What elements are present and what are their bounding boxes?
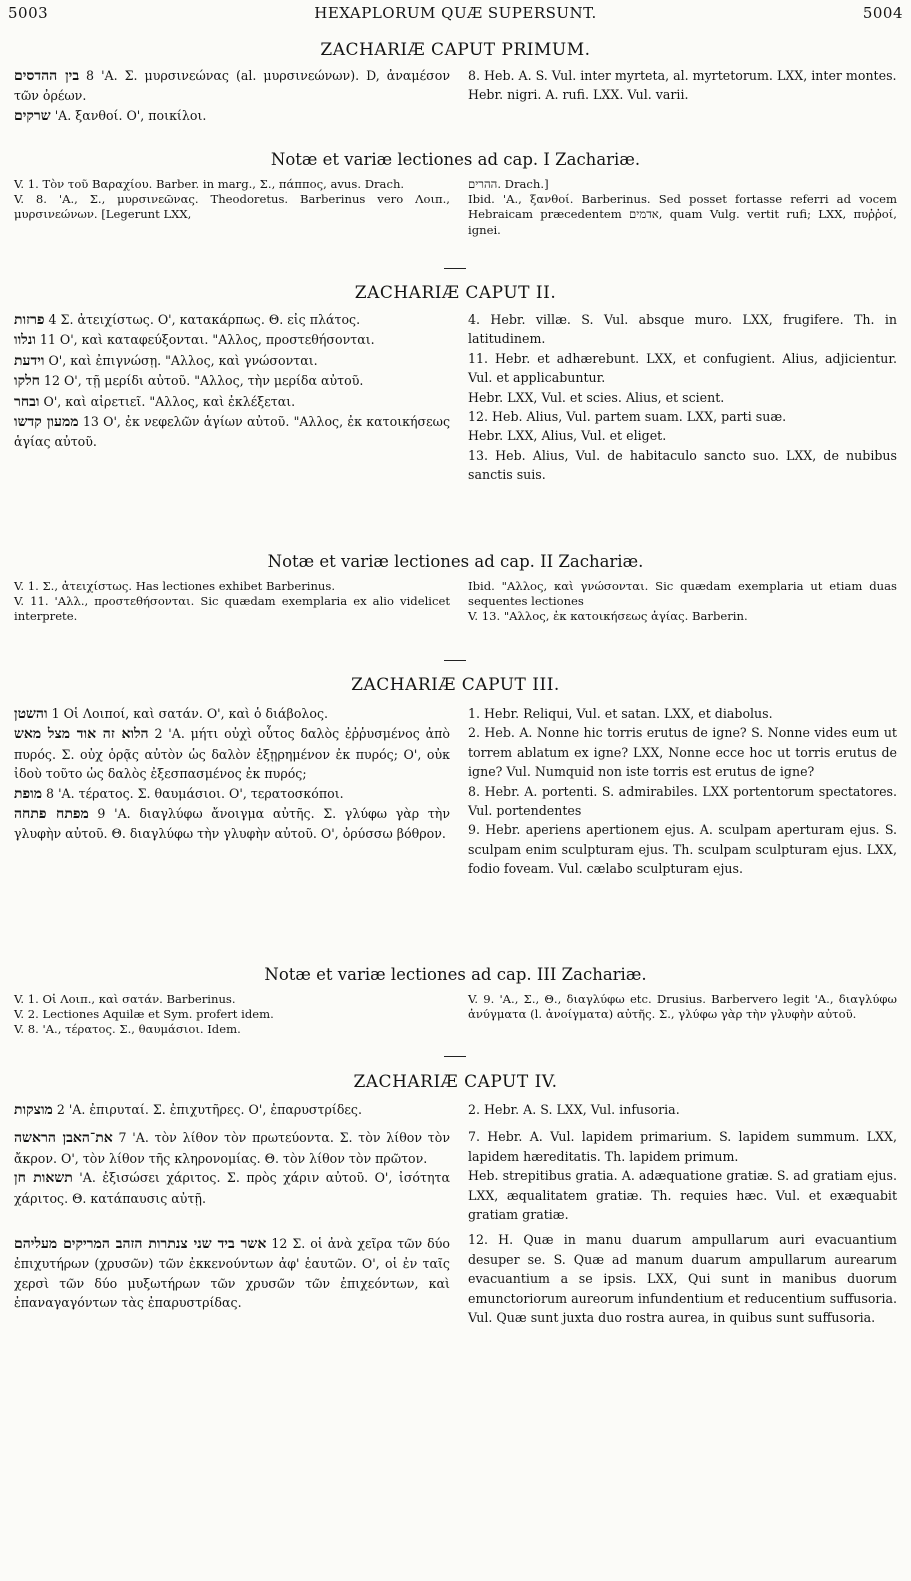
entry-text: 'Α. ξανθοί. Ο', ποικίλοι. xyxy=(50,107,207,123)
entry xyxy=(14,724,450,783)
section-divider xyxy=(444,660,466,661)
notes-right xyxy=(468,992,897,1022)
entry-text: 12 Ο', τῇ μερίδι αὐτοῦ. "Αλλος, τὴν μερίδα αὐτοῦ. xyxy=(39,373,364,389)
section-divider xyxy=(444,1056,466,1057)
hebrew-lemma: חלקו xyxy=(14,373,40,390)
entry: 1. Hebr. Reliqui, Vul. et satan. LXX, et diabolus. xyxy=(468,706,773,721)
hebrew-greek-column xyxy=(14,310,450,452)
running-header xyxy=(8,4,903,26)
page-number-left: 5003 xyxy=(8,4,49,22)
chapter-title: ZACHARIÆ CAPUT III. xyxy=(351,675,560,695)
entry xyxy=(14,330,450,350)
notes-left xyxy=(14,992,450,1038)
entry: 13. Heb. Alius, Vul. de habitaculo sancto suo. LXX, de nubibus sanctis suis. xyxy=(468,447,897,483)
notes-right xyxy=(468,177,897,238)
entry: 8. Hebr. A. portenti. S. admirabiles. LXX portentorum spectatores. Vul. portendentes xyxy=(468,783,897,819)
entry-text: 12 Σ. οἱ ἀνὰ χεῖρα τῶν δύο ἐπιχυτήρων (χρυσῶν) τῶν ἐκκενούντων ἀφ' ἑαυτῶν. Ο', οἱ ἐν ταῖς χερσὶ τῶν δύο μυξωτήρων τῶν χρυσῶν τῶν ἐπιχεόντων, καὶ ἐπαναγαγόντων τὰς ἐπαρυστρίδας. xyxy=(14,1236,450,1311)
notes-left xyxy=(14,579,450,625)
hebrew-lemma: מוצקות xyxy=(14,1102,53,1118)
hebrew-lemma: והשטן xyxy=(14,706,48,722)
notes-heading: Notæ et variæ lectiones ad cap. I Zachariæ. xyxy=(270,150,641,169)
entry xyxy=(14,310,450,330)
notes-right xyxy=(468,579,897,625)
note: V. 13. "Αλλος, ἐκ κατοικήσεως ἁγίας. Barberin. xyxy=(468,609,748,624)
entry xyxy=(14,1128,450,1168)
latin-column xyxy=(468,310,897,485)
entry-text: 11 Ο', καὶ καταφεύξονται. "Αλλος, προστεθήσονται. xyxy=(35,332,375,348)
entry-text: 2 'Α. μήτι οὐχὶ οὗτος δαλὸς ἐῤῥυσμένος ἀπὸ πυρός. Σ. οὐχ ὁρᾷς αὐτὸν ὡς δαλὸν ἐξῃρημένον ἐκ πυρός; Ο', οὐκ ἰδοὺ τοῦτο ὡς δαλὸς ἐξεσπασμένος ἐκ πυρός; xyxy=(14,726,450,782)
entry-text: 9 'Α. διαγλύφω ἄνοιγμα αὐτῆς. Σ. γλύφω γὰρ τὴν γλυφὴν αὐτοῦ. Θ. διαγλύφω τὴν γλυφὴν αὐτοῦ. Ο', ὀρύσσω βόθρον. xyxy=(14,806,450,842)
section-divider xyxy=(444,268,466,269)
entry-text: Ο', καὶ αἱρετιεῖ. "Αλλος, καὶ ἐκλέξεται. xyxy=(39,393,296,409)
hebrew-lemma: שרקים xyxy=(14,107,51,124)
entry-text: 1 Οἱ Λοιποί, καὶ σατάν. Ο', καὶ ὁ διάβολος. xyxy=(47,706,329,721)
entry xyxy=(14,371,450,391)
hebrew-greek-column xyxy=(14,704,450,844)
entry xyxy=(14,66,450,106)
hebrew-lemma: תשאות חן xyxy=(14,1170,73,1187)
hebrew-lemma: אשר ביד שני צנתרות הזהב המריקים מעליהם xyxy=(14,1236,267,1253)
entry xyxy=(14,412,450,452)
note: V. 11. 'Αλλ., προστεθήσονται. Sic quædam exemplaria ex alio videlicet interprete. xyxy=(14,594,450,624)
entry: 12. Heb. Alius, Vul. partem suam. LXX, parti suæ. xyxy=(468,409,787,425)
note: Ibid. 'Α., ξανθοί. Barberinus. Sed posset fortasse referri ad vocem Hebraicam præcedentem אדמים, quam Vulg. vertit rufi; LXX, πυῤῥοί, ignei. xyxy=(468,192,897,237)
chapter-title: ZACHARIÆ CAPUT II. xyxy=(354,283,557,303)
note: ההרים. Drach.] xyxy=(468,177,549,191)
hebrew-lemma: את־האבן הראשה xyxy=(14,1130,113,1147)
entry-text: 13 Ο', ἐκ νεφελῶν ἁγίων αὐτοῦ. "Αλλος, ἐκ κατοικήσεως ἁγίας αὐτοῦ. xyxy=(14,414,451,450)
entry: 2. Heb. A. Nonne hic torris erutus de igne? S. Nonne vides eum ut torrem ablatum ex igne? LXX, Nonne ecce hoc ut torris erutus de igne? Vul. Numquid non iste torris est erutus de igne? xyxy=(468,725,897,780)
notes-heading: Notæ et variæ lectiones ad cap. II Zachariæ. xyxy=(267,552,644,571)
entry-text: 8 'Α. τέρατος. Σ. θαυμάσιοι. Ο', τερατοσκόποι. xyxy=(42,785,344,801)
entry xyxy=(14,106,450,126)
note: Ibid. "Αλλος, καὶ γνώσονται. Sic quædam exemplaria ut etiam duas sequentes lectiones xyxy=(468,579,897,609)
entry: Hebr. nigri. A. rufi. LXX. Vul. varii. xyxy=(468,87,689,103)
entry-text: 7 'Α. τὸν λίθον τὸν πρωτεύοντα. Σ. τὸν λίθον τὸν ἄκρον. Ο', τὸν λίθον τῆς κληρονομίας. Θ. τὸν λίθον τὸν πρῶτον. xyxy=(14,1130,450,1166)
entry: Heb. strepitibus gratia. A. adæquatione gratiæ. S. ad gratiam ejus. LXX, æqualitatem gratiæ. Th. requies hæc. Vul. et exæquabit gratiam gratiæ. xyxy=(468,1168,897,1223)
entry-text: 8 'Α. Σ. μυρσινεώνας (al. μυρσινεώνων). D, ἀναμέσον τῶν ὀρέων. xyxy=(14,68,450,104)
note: V. 2. Lectiones Aquilæ et Sym. profert idem. xyxy=(14,1007,274,1022)
entry-text: 'Α. ἐξισώσει χάριτος. Σ. πρὸς χάριν αὐτοῦ. Ο', ἰσότητα χάριτος. Θ. κατάπαυσις αὐτῇ. xyxy=(14,1170,450,1206)
hebrew-lemma: מופת xyxy=(14,785,43,802)
hebrew-lemma: ממעון קדשו xyxy=(14,414,79,431)
entry xyxy=(14,392,450,412)
entry: 11. Hebr. et adhærebunt. LXX, et confugient. Alius, adjicientur. Vul. et applicabuntur. xyxy=(468,350,897,386)
page-number-right: 5004 xyxy=(862,4,903,22)
hebrew-lemma: וידעת xyxy=(14,352,45,369)
note: V. 1. Τὸν τοῦ Βαραχίου. Barber. in marg., Σ., πάππος, avus. Drach. xyxy=(14,177,405,191)
hebrew-lemma: ובחר xyxy=(14,393,40,410)
note: V. 1. Οἱ Λοιπ., καὶ σατάν. Barberinus. xyxy=(14,992,236,1006)
entry: 9. Hebr. aperiens apertionem ejus. A. sculpam aperturam ejus. S. sculpam enim sculpturam ejus. Th. sculpam sculpturam ejus. LXX, fodio foveam. Vul. cælabo sculpturam ejus. xyxy=(468,822,897,877)
entry: 12. H. Quæ in manu duarum ampullarum auri evacuantium desuper se. S. Quæ ad manum duarum ampullarum aurearum evacuantium a se ipsis. LXX, Qui sunt in manibus duorum emunctoriorum aureorum infundentium et reducentium suffusoria. Vul. Quæ sunt juxta duo rostra aurea, in quibus sunt suffusoria. xyxy=(468,1232,897,1326)
entry: Hebr. LXX, Vul. et scies. Alius, et scient. xyxy=(468,389,725,405)
entry-text: Ο', καὶ ἐπιγνώσῃ. "Αλλος, καὶ γνώσονται. xyxy=(44,352,318,368)
entry: 2. Hebr. A. S. LXX, Vul. infusoria. xyxy=(468,1102,680,1117)
entry xyxy=(14,351,450,371)
hebrew-lemma: מפתח פתחה xyxy=(14,806,89,823)
entry xyxy=(14,704,450,724)
entry xyxy=(14,1234,450,1313)
latin-column xyxy=(468,1100,897,1327)
notes-heading: Notæ et variæ lectiones ad cap. III Zachariæ. xyxy=(264,965,647,984)
chapter-title: ZACHARIÆ CAPUT IV. xyxy=(353,1072,558,1092)
entry xyxy=(14,1168,450,1208)
entry: 4. Hebr. villæ. S. Vul. absque muro. LXX, frugifere. Th. in latitudinem. xyxy=(468,312,897,347)
note: V. 8. 'Α., Σ., μυρσινεῶνας. Theodoretus. Barberinus vero Λοιπ., μυρσινεώνων. [Legerunt LXX, xyxy=(14,192,450,222)
running-title: HEXAPLORUM QUÆ SUPERSUNT. xyxy=(314,4,597,22)
entry-text: 2 'Α. ἐπιρυταί. Σ. ἐπιχυτῆρες. Ο', ἐπαρυστρίδες. xyxy=(52,1102,362,1117)
note: V. 1. Σ., ἀτειχίστως. Has lectiones exhibet Barberinus. xyxy=(14,579,336,593)
latin-column xyxy=(468,704,897,879)
entry: 7. Hebr. A. Vul. lapidem primarium. S. lapidem summum. LXX, lapidem hæreditatis. Th. lapidem primum. xyxy=(468,1129,897,1164)
hebrew-lemma: ונלוו xyxy=(14,332,36,349)
hebrew-lemma: הלוא זה אוד מצל מאש xyxy=(14,726,149,743)
entry-text: 4 Σ. ἀτειχίστως. Ο', κατακάρπως. Θ. εἰς πλάτος. xyxy=(44,312,361,327)
hebrew-greek-column xyxy=(14,66,450,126)
entry xyxy=(14,784,450,804)
entry: 8. Heb. A. S. Vul. inter myrteta, al. myrtetorum. LXX, inter montes. xyxy=(468,68,897,83)
entry xyxy=(14,804,450,844)
note: V. 9. 'Α., Σ., Θ., διαγλύφω etc. Drusius. Barbervero legit 'Α., διαγλύφω ἀνύγματα (l. ἀνοίγματα) αὐτῆς. Σ., γλύφω γὰρ τὴν γλυφὴν αὐτοῦ. xyxy=(468,992,897,1022)
entry xyxy=(14,1100,450,1120)
entry: Hebr. LXX, Alius, Vul. et eliget. xyxy=(468,428,667,444)
hebrew-greek-column xyxy=(14,1100,450,1313)
latin-column xyxy=(468,66,897,105)
note: V. 8. 'Α., τέρατος. Σ., θαυμάσιοι. Idem. xyxy=(14,1022,241,1037)
chapter-title: ZACHARIÆ CAPUT PRIMUM. xyxy=(320,40,591,60)
hebrew-lemma: בין ההדסים xyxy=(14,68,80,84)
notes-left xyxy=(14,177,450,223)
hebrew-lemma: פרזות xyxy=(14,312,45,328)
